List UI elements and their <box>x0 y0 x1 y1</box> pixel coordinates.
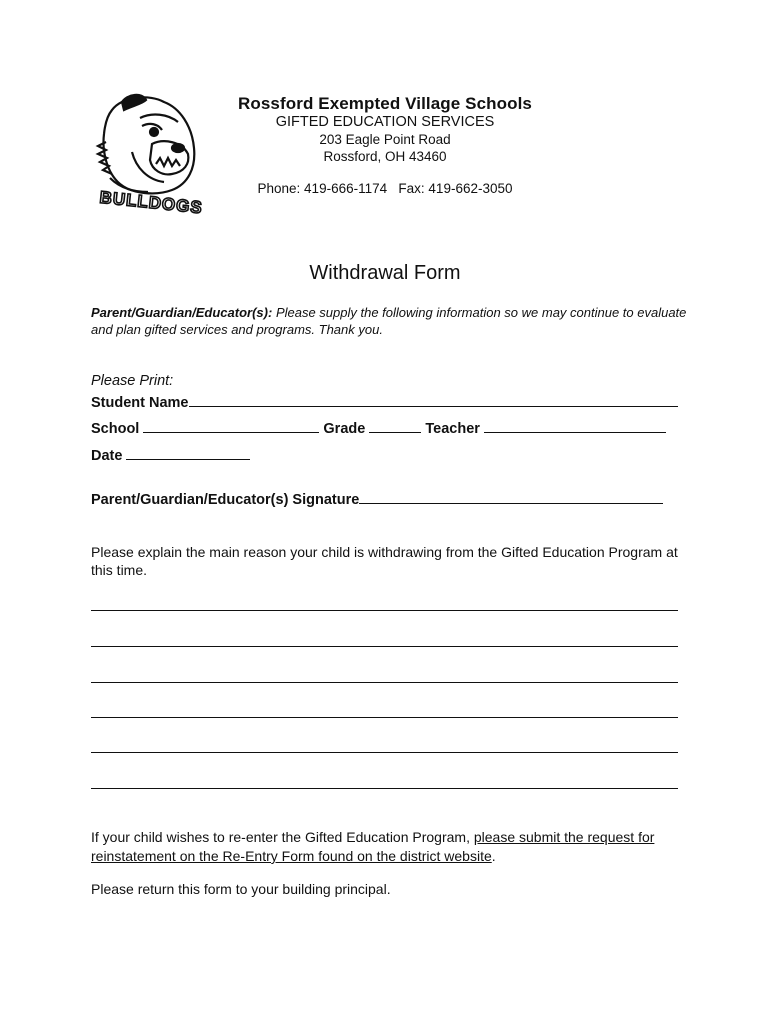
school-name: Rossford Exempted Village Schools <box>238 94 532 113</box>
department-name: GIFTED EDUCATION SERVICES <box>275 114 495 130</box>
grade-label: Grade <box>323 421 366 437</box>
intro-bold: Parent/Guardian/Educator(s): <box>91 305 273 320</box>
form-title: Withdrawal Form <box>309 262 461 284</box>
reentry-link[interactable]: please submit the request for reinstatement on the Re-Entry Form found on the district website <box>91 829 655 864</box>
city-address: Rossford, OH 43460 <box>323 149 447 164</box>
contact-line <box>0 181 770 196</box>
signature-field[interactable] <box>359 489 663 504</box>
reenter-lead: If your child wishes to re-enter the Gifted Education Program, <box>91 829 470 845</box>
reason-line[interactable] <box>91 788 678 789</box>
street-address: 203 Eagle Point Road <box>319 132 451 147</box>
please-print-label: Please Print: <box>91 373 174 389</box>
fax-label: Fax: <box>398 181 425 196</box>
explain-prompt: Please explain the main reason your child is withdrawing from the Gifted Education Program at this time. <box>91 544 678 578</box>
reason-line[interactable] <box>91 717 678 718</box>
reenter-end: . <box>491 848 496 864</box>
date-field[interactable] <box>126 445 250 460</box>
phone-number: 419-666-1174 <box>304 181 388 196</box>
signature-row <box>91 489 663 508</box>
school-field[interactable] <box>143 418 319 433</box>
return-instruction: Please return this form to your building principal. <box>91 881 391 897</box>
school-label: School <box>91 421 140 437</box>
signature-label: Parent/Guardian/Educator(s) Signature <box>91 492 360 508</box>
teacher-field[interactable] <box>484 418 666 433</box>
logo-text: BULLDOGS <box>98 187 204 217</box>
reason-line[interactable] <box>91 752 678 753</box>
school-row <box>91 418 666 437</box>
student-name-field[interactable] <box>189 392 678 407</box>
fax-number: 419-662-3050 <box>428 181 513 196</box>
student-name-label: Student Name <box>91 395 189 411</box>
intro-rest: Please supply the following information so we may continue to evaluate and plan gifted services and programs. Thank you. <box>91 305 687 337</box>
phone-label: Phone: <box>257 181 301 196</box>
student-name-row <box>91 392 678 411</box>
reason-line[interactable] <box>91 610 678 611</box>
grade-field[interactable] <box>369 418 421 433</box>
reason-line[interactable] <box>91 682 678 683</box>
reason-line[interactable] <box>91 646 678 647</box>
date-row <box>91 445 250 464</box>
intro-text <box>91 304 691 338</box>
date-label: Date <box>91 448 123 464</box>
reenter-text <box>91 828 691 866</box>
teacher-label: Teacher <box>425 421 480 437</box>
